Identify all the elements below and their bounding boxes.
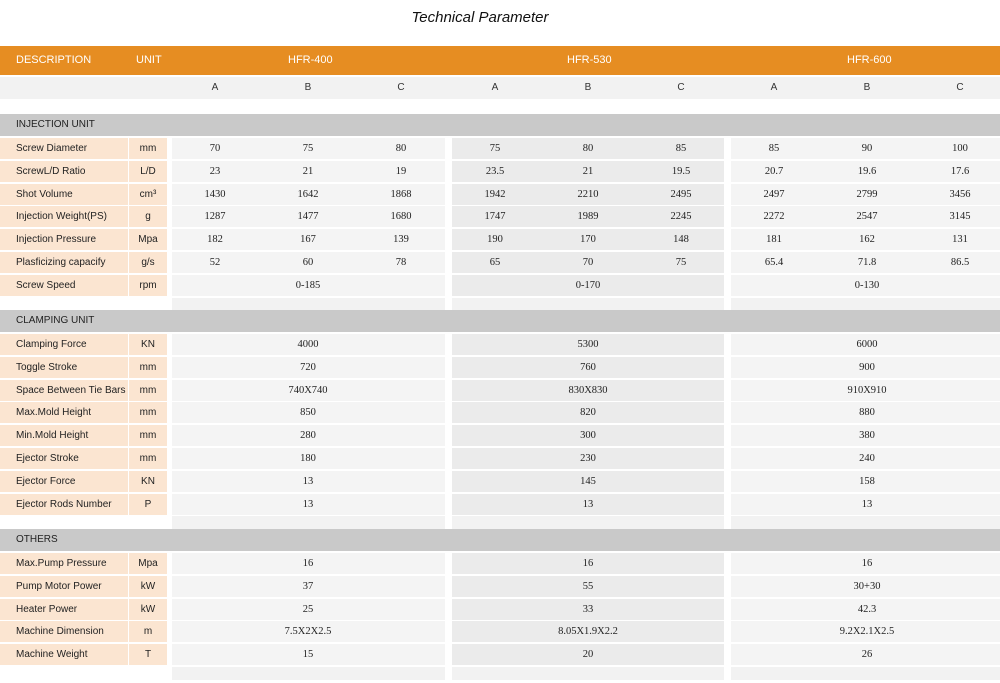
- table-cell: 380: [859, 430, 875, 441]
- variant-header: [0, 77, 1000, 99]
- table-cell: 16: [302, 558, 314, 569]
- table-cell: 13: [302, 476, 314, 487]
- row-label-text: Screw Diameter: [16, 143, 88, 154]
- table-cell: 15: [302, 649, 314, 660]
- row-label-text: Heater Power: [16, 604, 78, 615]
- table-cell: 13: [582, 499, 594, 510]
- table-cell: 16: [582, 558, 594, 569]
- table-cell: 4000: [297, 339, 319, 350]
- table-cell: 20: [582, 649, 594, 660]
- row-unit: L/D: [129, 161, 167, 182]
- table-cell: 60: [302, 257, 314, 268]
- table-cell: 158: [859, 476, 875, 487]
- row-label-text: Max.Mold Height: [16, 407, 92, 418]
- table-cell: 300: [580, 430, 596, 441]
- table-cell: 23: [209, 166, 221, 177]
- row-unit: Mpa: [129, 229, 167, 250]
- row-label-text: Pump Motor Power: [16, 581, 102, 592]
- row-label-text: Ejector Stroke: [16, 453, 79, 464]
- table-cell: 52: [209, 257, 221, 268]
- table-cell: 3456: [949, 189, 971, 200]
- row-unit: T: [129, 644, 167, 665]
- table-cell: 180: [300, 453, 316, 464]
- table-cell: 75: [302, 143, 314, 154]
- section-title: OTHERS: [16, 534, 58, 545]
- row-label-text: Space Between Tie Bars: [16, 385, 126, 396]
- table-cell: 190: [487, 234, 503, 245]
- table-cell: 85: [768, 143, 780, 154]
- table-cell: 2272: [763, 211, 785, 222]
- row-label-text: Ejector Rods Number: [16, 499, 112, 510]
- table-cell: 2799: [856, 189, 878, 200]
- table-cell: 70: [209, 143, 221, 154]
- section-title: INJECTION UNIT: [16, 119, 95, 130]
- table-cell: 170: [580, 234, 596, 245]
- table-cell: 1430: [204, 189, 226, 200]
- table-cell: 230: [580, 453, 596, 464]
- section-spacer: [172, 667, 445, 680]
- table-cell: 17.6: [950, 166, 970, 177]
- row-label-text: ScrewL/D Ratio: [16, 166, 86, 177]
- table-cell: 1747: [484, 211, 506, 222]
- row-label-text: Plasficizing capacify: [16, 257, 106, 268]
- row-label-text: Ejector Force: [16, 476, 76, 487]
- variant-label: A: [211, 82, 219, 93]
- table-cell: 740X740: [288, 385, 328, 396]
- table-cell: 13: [861, 499, 873, 510]
- row-label-text: Machine Weight: [16, 649, 88, 660]
- section-header: [0, 310, 1000, 332]
- table-cell: 2497: [763, 189, 785, 200]
- row-label-text: Shot Volume: [16, 189, 73, 200]
- row-label: [0, 402, 128, 423]
- table-cell: 55: [582, 581, 594, 592]
- row-unit: rpm: [129, 275, 167, 296]
- table-cell: 19: [395, 166, 407, 177]
- table-cell: 100: [952, 143, 968, 154]
- row-unit: Mpa: [129, 553, 167, 574]
- row-label: [0, 425, 128, 446]
- table-cell: 131: [952, 234, 968, 245]
- table-cell: 1477: [297, 211, 319, 222]
- table-cell: 900: [859, 362, 875, 373]
- row-unit: KN: [129, 471, 167, 492]
- table-cell: 820: [580, 407, 596, 418]
- row-unit: mm: [129, 357, 167, 378]
- table-cell: 280: [300, 430, 316, 441]
- row-label-text: Clamping Force: [16, 339, 87, 350]
- row-label-text: Injection Pressure: [16, 234, 97, 245]
- row-label-text: Injection Weight(PS): [16, 211, 107, 222]
- row-unit: kW: [129, 599, 167, 620]
- variant-label: C: [956, 82, 964, 93]
- row-label: [0, 252, 128, 273]
- table-cell: 80: [582, 143, 594, 154]
- table-cell: 830X830: [568, 385, 608, 396]
- table-cell: 25: [302, 604, 314, 615]
- row-label: [0, 494, 128, 515]
- table-cell: 1680: [390, 211, 412, 222]
- table-cell: 7.5X2X2.5: [284, 626, 332, 637]
- variant-label: B: [304, 82, 312, 93]
- row-label: [0, 229, 128, 250]
- table-cell: 145: [580, 476, 596, 487]
- table-cell: 19.5: [671, 166, 691, 177]
- table-cell: 30+30: [853, 581, 881, 592]
- table-cell: 33: [582, 604, 594, 615]
- row-label: [0, 576, 128, 597]
- section-header: [0, 114, 1000, 136]
- row-unit: kW: [129, 576, 167, 597]
- row-label: [0, 334, 128, 355]
- table-cell: 148: [673, 234, 689, 245]
- row-unit: g: [129, 206, 167, 227]
- table-cell: 2495: [670, 189, 692, 200]
- table-cell: 181: [766, 234, 782, 245]
- table-cell: 20.7: [764, 166, 784, 177]
- variant-label: B: [863, 82, 871, 93]
- header-model-2: HFR-530: [567, 54, 612, 66]
- table-header: [0, 46, 1000, 75]
- table-cell: 16: [861, 558, 873, 569]
- row-label: [0, 448, 128, 469]
- row-label: [0, 275, 128, 296]
- row-label: [0, 380, 128, 401]
- section-header: [0, 529, 1000, 551]
- table-cell: 167: [300, 234, 316, 245]
- table-cell: 85: [675, 143, 687, 154]
- row-label: [0, 644, 128, 665]
- table-cell: 78: [395, 257, 407, 268]
- table-cell: 760: [580, 362, 596, 373]
- table-cell: 21: [582, 166, 594, 177]
- table-cell: 880: [859, 407, 875, 418]
- row-label: [0, 357, 128, 378]
- table-cell: 1942: [484, 189, 506, 200]
- table-cell: 75: [675, 257, 687, 268]
- header-description: DESCRIPTION: [16, 54, 92, 66]
- section-spacer: [452, 667, 724, 680]
- page-title: Technical Parameter: [411, 9, 549, 26]
- section-spacer: [731, 516, 1000, 529]
- table-cell: 5300: [577, 339, 599, 350]
- table-cell: 139: [393, 234, 409, 245]
- table-cell: 65.4: [764, 257, 784, 268]
- row-label-text: Min.Mold Height: [16, 430, 89, 441]
- row-unit: KN: [129, 334, 167, 355]
- table-cell: 8.05X1.9X2.2: [558, 626, 618, 637]
- variant-label: C: [677, 82, 685, 93]
- table-cell: 162: [859, 234, 875, 245]
- table-cell: 26: [861, 649, 873, 660]
- row-label: [0, 184, 128, 205]
- row-unit: P: [129, 494, 167, 515]
- table-cell: 1642: [297, 189, 319, 200]
- table-cell: 90: [861, 143, 873, 154]
- variant-label: C: [397, 82, 405, 93]
- row-label: [0, 161, 128, 182]
- row-unit: mm: [129, 402, 167, 423]
- row-label-text: Max.Pump Pressure: [16, 558, 107, 569]
- table-cell: 80: [395, 143, 407, 154]
- row-label: [0, 621, 128, 642]
- table-cell: 86.5: [950, 257, 970, 268]
- table-cell: 71.8: [857, 257, 877, 268]
- table-cell: 3145: [949, 211, 971, 222]
- variant-label: A: [491, 82, 499, 93]
- table-cell: 37: [302, 581, 314, 592]
- section-spacer: [172, 516, 445, 529]
- table-cell: 2547: [856, 211, 878, 222]
- row-label: [0, 471, 128, 492]
- table-cell: 75: [489, 143, 501, 154]
- row-unit: cm³: [129, 184, 167, 205]
- row-label-text: Machine Dimension: [16, 626, 104, 637]
- table-cell: 850: [300, 407, 316, 418]
- table-cell: 240: [859, 453, 875, 464]
- header-model-3: HFR-600: [847, 54, 892, 66]
- table-cell: 21: [302, 166, 314, 177]
- header-model-1: HFR-400: [288, 54, 333, 66]
- row-unit: mm: [129, 448, 167, 469]
- row-label: [0, 599, 128, 620]
- table-cell: 19.6: [857, 166, 877, 177]
- table-cell: 13: [302, 499, 314, 510]
- table-cell: 23.5: [485, 166, 505, 177]
- table-cell: 182: [207, 234, 223, 245]
- table-cell: 0-170: [575, 280, 601, 291]
- section-spacer: [731, 667, 1000, 680]
- table-cell: 6000: [856, 339, 878, 350]
- table-cell: 0-185: [295, 280, 321, 291]
- row-unit: mm: [129, 380, 167, 401]
- header-unit: UNIT: [136, 54, 162, 66]
- table-cell: 910X910: [847, 385, 887, 396]
- table-cell: 65: [489, 257, 501, 268]
- table-cell: 1868: [390, 189, 412, 200]
- section-spacer: [452, 516, 724, 529]
- row-label: [0, 206, 128, 227]
- section-title: CLAMPING UNIT: [16, 315, 95, 326]
- table-cell: 2210: [577, 189, 599, 200]
- row-label-text: Toggle Stroke: [16, 362, 78, 373]
- table-cell: 720: [300, 362, 316, 373]
- row-unit: mm: [129, 138, 167, 159]
- row-unit: g/s: [129, 252, 167, 273]
- table-cell: 70: [582, 257, 594, 268]
- row-unit: mm: [129, 425, 167, 446]
- row-label: [0, 138, 128, 159]
- table-cell: 42.3: [857, 604, 877, 615]
- table-cell: 2245: [670, 211, 692, 222]
- row-label: [0, 553, 128, 574]
- table-cell: 1287: [204, 211, 226, 222]
- variant-label: A: [770, 82, 778, 93]
- table-cell: 1989: [577, 211, 599, 222]
- table-cell: 0-130: [854, 280, 880, 291]
- row-unit: m: [129, 621, 167, 642]
- variant-label: B: [584, 82, 592, 93]
- table-cell: 9.2X2.1X2.5: [839, 626, 895, 637]
- row-label-text: Screw Speed: [16, 280, 76, 291]
